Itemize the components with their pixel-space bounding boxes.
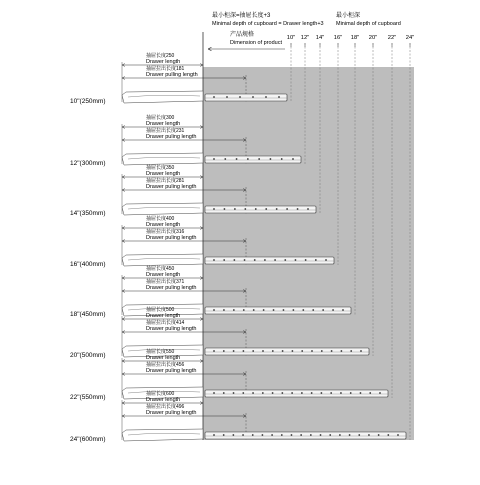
mounting-hole (270, 158, 272, 160)
mounting-hole (302, 309, 304, 311)
pulling-length-en: Drawer puling length (146, 410, 197, 416)
mounting-hole (247, 158, 249, 160)
mounting-hole (243, 309, 245, 311)
mounting-hole (297, 208, 299, 210)
cabinet-depth-area (203, 67, 414, 440)
mounting-hole (264, 259, 266, 261)
mounting-hole (276, 208, 278, 210)
mounting-hole (253, 309, 255, 311)
slide-size-label: 20"(500mm) (70, 352, 106, 359)
depth-tick-label: 22" (387, 35, 397, 41)
mounting-hole (223, 259, 225, 261)
mounting-hole (341, 350, 343, 352)
depth-tick-label: 16" (333, 35, 343, 41)
mounting-hole (213, 158, 215, 160)
mounting-hole (310, 434, 312, 436)
mounting-hole (340, 392, 342, 394)
depth-tick-label: 10" (286, 35, 296, 41)
mounting-hole (273, 309, 275, 311)
mounting-hole (213, 259, 215, 261)
mounting-hole (262, 434, 264, 436)
pulling-length-en: Drawer puling length (146, 184, 197, 190)
mounting-hole (254, 259, 256, 261)
drawer-inner-member (122, 254, 203, 266)
mounting-hole (224, 158, 226, 160)
mounting-hole (258, 158, 260, 160)
mounting-hole (358, 434, 360, 436)
depth-tick-label: 18" (350, 35, 360, 41)
mounting-hole (301, 392, 303, 394)
mounting-hole (332, 309, 334, 311)
mounting-hole (379, 392, 381, 394)
mounting-hole (307, 208, 309, 210)
mounting-hole (213, 208, 215, 210)
mounting-hole (236, 158, 238, 160)
mounting-hole (291, 434, 293, 436)
slide-rail (205, 156, 301, 163)
drawer-length-en: Drawer length (146, 171, 181, 177)
mounting-hole (233, 392, 235, 394)
mounting-hole (255, 208, 257, 210)
mounting-hole (243, 350, 245, 352)
drawer-length-en: Drawer length (146, 121, 181, 127)
mounting-hole (244, 259, 246, 261)
dimension-en: Dimension of product (230, 40, 282, 46)
mounting-hole (265, 96, 267, 98)
mounting-hole (242, 392, 244, 394)
drawer-length-en: Drawer length (146, 59, 181, 65)
mounting-hole (242, 434, 244, 436)
slide-size-label: 18"(450mm) (70, 311, 106, 318)
slide-rail (205, 432, 406, 439)
mounting-hole (232, 434, 234, 436)
drawer-length-cn: 抽屉长度300 (146, 115, 175, 121)
drawer-length-en: Drawer length (146, 313, 181, 319)
mounting-hole (272, 350, 274, 352)
mounting-hole (295, 259, 297, 261)
mounting-hole (360, 350, 362, 352)
depth-tick-label: 20" (368, 35, 378, 41)
mounting-hole (291, 392, 293, 394)
mounting-hole (387, 434, 389, 436)
mounting-hole (213, 434, 215, 436)
depth-tick-label: 24" (405, 35, 415, 41)
mounting-hole (223, 309, 225, 311)
mounting-hole (397, 434, 399, 436)
mounting-hole (223, 350, 225, 352)
mounting-hole (311, 392, 313, 394)
mounting-hole (305, 259, 307, 261)
mounting-hole (213, 309, 215, 311)
slide-size-label: 14"(350mm) (70, 210, 106, 217)
mounting-hole (252, 434, 254, 436)
mounting-hole (265, 208, 267, 210)
drawer-inner-member (122, 91, 203, 103)
mounting-hole (301, 350, 303, 352)
mounting-hole (284, 259, 286, 261)
mounting-hole (234, 208, 236, 210)
drawer-length-cn: 抽屉长度350 (146, 165, 175, 171)
drawer-inner-member (122, 203, 203, 215)
mounting-hole (311, 350, 313, 352)
mounting-hole (281, 434, 283, 436)
depth-tick-label: 12" (300, 35, 310, 41)
mounting-hole (213, 96, 215, 98)
mounting-hole (378, 434, 380, 436)
mounting-hole (252, 392, 254, 394)
mounting-hole (286, 208, 288, 210)
formula-cn: 最小柜深=抽屉长度+3 (212, 13, 271, 19)
slide-rail (205, 94, 287, 101)
drawer-length-en: Drawer length (146, 222, 181, 228)
mounting-hole (224, 208, 226, 210)
mounting-hole (282, 350, 284, 352)
min-depth-en: Minimal depth of cupboard (336, 21, 401, 27)
mounting-hole (223, 392, 225, 394)
mounting-hole (271, 434, 273, 436)
slide-rail (205, 307, 351, 314)
mounting-hole (272, 392, 274, 394)
mounting-hole (223, 434, 225, 436)
mounting-hole (350, 350, 352, 352)
mounting-hole (360, 392, 362, 394)
pulling-length-cn: 抽屉拉出长度414 (146, 320, 185, 326)
mounting-hole (300, 434, 302, 436)
mounting-hole (233, 309, 235, 311)
mounting-hole (292, 309, 294, 311)
mounting-hole (325, 259, 327, 261)
mounting-hole (312, 309, 314, 311)
mounting-hole (349, 434, 351, 436)
mounting-hole (329, 434, 331, 436)
mounting-hole (233, 350, 235, 352)
pulling-length-cn: 抽屉拉出长度496 (146, 404, 185, 410)
mounting-hole (213, 350, 215, 352)
slide-size-label: 24"(600mm) (70, 436, 106, 443)
mounting-hole (339, 434, 341, 436)
slide-size-label: 12"(300mm) (70, 160, 106, 167)
mounting-hole (244, 208, 246, 210)
mounting-hole (233, 259, 235, 261)
mounting-hole (331, 350, 333, 352)
mounting-hole (274, 259, 276, 261)
pulling-length-cn: 抽屉拉出长度371 (146, 279, 185, 285)
mounting-hole (252, 96, 254, 98)
pulling-length-cn: 抽屉拉出长度181 (146, 66, 185, 72)
depth-tick-label: 14" (315, 35, 325, 41)
mounting-hole (320, 434, 322, 436)
mounting-hole (330, 392, 332, 394)
mounting-hole (262, 392, 264, 394)
mounting-hole (321, 392, 323, 394)
drawer-length-cn: 抽屉长度550 (146, 349, 175, 355)
mounting-hole (321, 350, 323, 352)
drawer-length-cn: 抽屉长度500 (146, 307, 175, 313)
drawer-length-en: Drawer length (146, 397, 181, 403)
mounting-hole (213, 392, 215, 394)
pulling-length-en: Drawer pulling length (146, 72, 198, 78)
mounting-hole (292, 350, 294, 352)
mounting-hole (239, 96, 241, 98)
pulling-length-cn: 抽屉拉出长度316 (146, 229, 185, 235)
pulling-length-en: Drawer puling length (146, 235, 197, 241)
drawer-length-cn: 抽屉长度400 (146, 216, 175, 222)
mounting-hole (368, 434, 370, 436)
dimension-cn: 产品规格 (230, 32, 255, 38)
mounting-hole (315, 259, 317, 261)
slide-rail (205, 206, 316, 213)
drawer-inner-member (122, 153, 203, 165)
slide-size-label: 10"(250mm) (70, 98, 106, 105)
slide-size-label: 16"(400mm) (70, 261, 106, 268)
mounting-hole (281, 158, 283, 160)
slide-size-label: 22"(550mm) (70, 394, 106, 401)
drawer-length-cn: 抽屉长度600 (146, 391, 175, 397)
pulling-length-cn: 抽屉拉出长度231 (146, 128, 185, 134)
mounting-hole (226, 96, 228, 98)
formula-en: Minimal depth of cupboard = Drawer length+3 (212, 21, 324, 27)
mounting-hole (252, 350, 254, 352)
pulling-length-en: Drawer puling length (146, 368, 197, 374)
min-depth-cn: 最小柜深 (336, 13, 361, 19)
mounting-hole (278, 96, 280, 98)
mounting-hole (281, 392, 283, 394)
drawer-length-en: Drawer length (146, 355, 181, 361)
pulling-length-cn: 抽屉拉出长度281 (146, 178, 185, 184)
mounting-hole (350, 392, 352, 394)
slide-rail (205, 348, 369, 355)
drawer-length-cn: 抽屉长度250 (146, 53, 175, 59)
mounting-hole (342, 309, 344, 311)
mounting-hole (263, 309, 265, 311)
mounting-hole (262, 350, 264, 352)
drawer-inner-member (122, 429, 203, 441)
pulling-length-en: Drawer puling length (146, 326, 197, 332)
drawer-length-cn: 抽屉长度450 (146, 266, 175, 272)
pulling-length-en: Drawer puling length (146, 285, 197, 291)
mounting-hole (369, 392, 371, 394)
mounting-hole (292, 158, 294, 160)
pulling-length-en: Drawer puling length (146, 134, 197, 140)
drawer-length-en: Drawer length (146, 272, 181, 278)
depth-tick-group (287, 35, 415, 47)
mounting-hole (283, 309, 285, 311)
pulling-length-cn: 抽屉拉出长度456 (146, 362, 185, 368)
mounting-hole (322, 309, 324, 311)
